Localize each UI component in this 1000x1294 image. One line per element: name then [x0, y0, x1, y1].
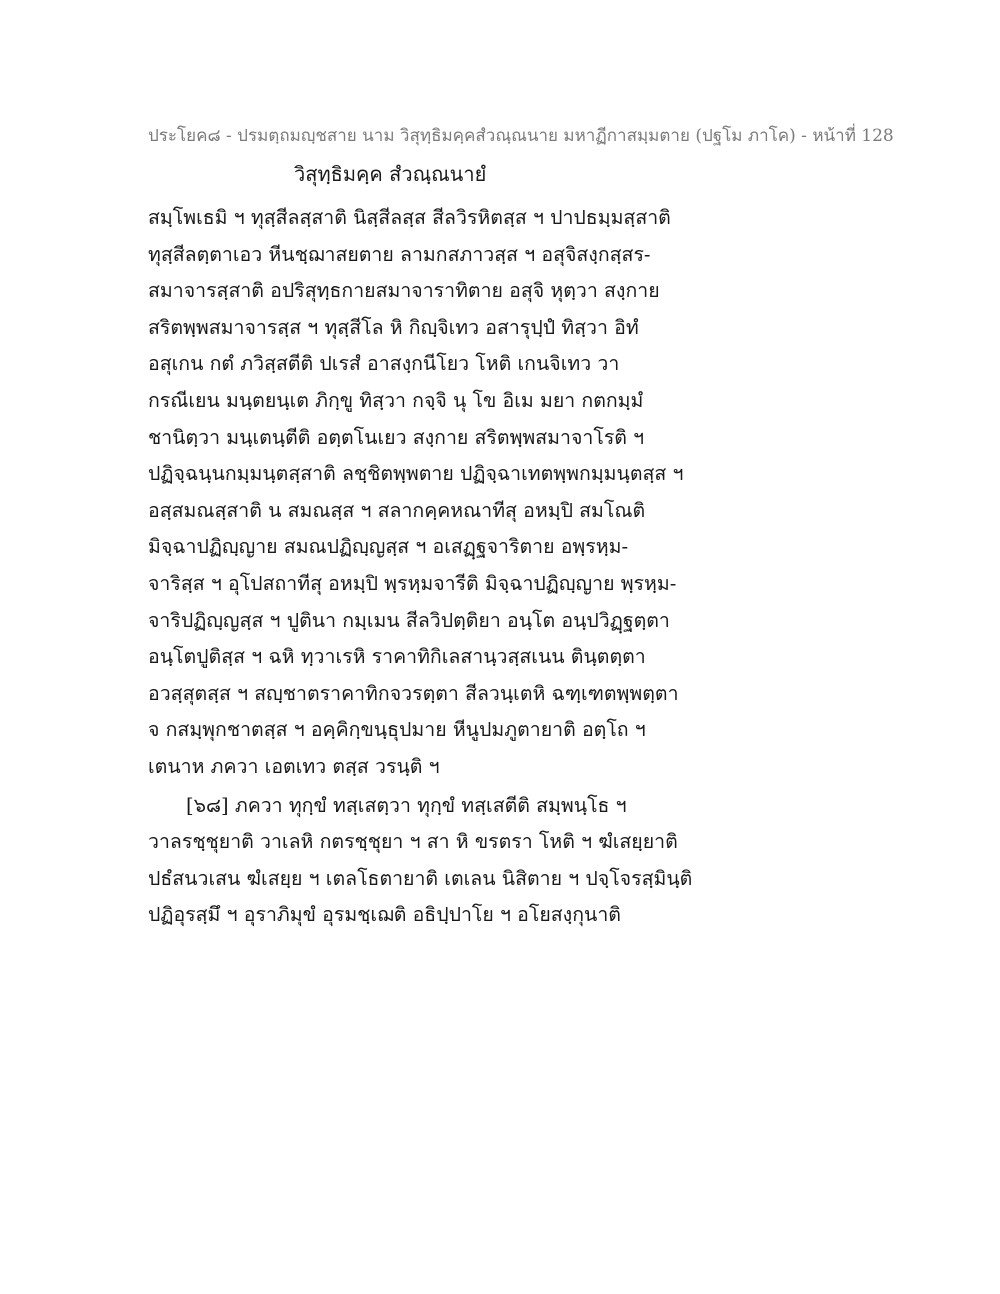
text-line: จาริสฺส ฯ อุโปสถาทีสุ อหมฺปิ พฺรหฺมจารีติ มิจฺฉาปฏิญฺญาย พฺรหฺม- [148, 571, 677, 595]
text-line: ปฏิอุรสฺมึ ฯ อุราภิมุขํ อุรมชฺเฌติ อธิปฺปาโย ฯ อโยสงฺกุนาติ [148, 903, 621, 927]
text-line: สริตพฺพสมาจารสฺส ฯ ทุสฺสีโล หิ กิญฺจิเทว อสารุปฺปํ ทิสฺวา อิทํ [148, 315, 639, 339]
text-line: ทุสฺสีลตฺตาเอว หีนชฺฌาสยตาย ลามกสภาวสฺส ฯ อสุจิสงฺกสฺสร- [148, 242, 651, 266]
text-line: ปธํสนวเสน ฆํเสยฺย ฯ เตลโธตายาติ เตเลน นิสิตาย ฯ ปจฺโจรสฺมินฺติ [148, 866, 693, 890]
text-line: ชานิตฺวา มนฺเตนฺตีติ อตฺตโนเยว สงฺกาย สริตพฺพสมาจาโรติ ฯ [148, 425, 645, 449]
text-line: สมาจารสฺสาติ อปริสุทฺธกายสมาจาราทิตาย อสุจิ หุตฺวา สงฺกาย [148, 279, 660, 303]
body-text [148, 200, 708, 934]
text-line: อสุเกน กตํ ภวิสฺสตีติ ปเรสํ อาสงฺกนีโยว โหติ เกนจิเทว วา [148, 352, 620, 376]
text-line: อสฺสมณสฺสาติ น สมณสฺส ฯ สลากคฺคหณาทีสุ อหมฺปิ สมโณติ [148, 498, 646, 522]
running-header: ประโยค๘ - ปรมตฺถมญฺชสาย นาม วิสุทฺธิมคฺคสํวณฺณนาย มหาฏีกาสมฺมตาย (ปฐโม ภาโค) - หน้าที่ 128 [148, 126, 894, 146]
paragraph-start-line: [๖๘] ภควา ทุกฺขํ ทสฺเสตฺวา ทุกฺขํ ทสฺเสตีติ สมฺพนฺโธ ฯ [186, 793, 627, 817]
text-line: กรณีเยน มนฺตยนฺเต ภิกฺขู ทิสฺวา กจฺจิ นุ โข อิเม มยา กตกมฺมํ [148, 388, 644, 412]
text-line: จ กสมฺพุกชาตสฺส ฯ อคฺคิกฺขนฺธุปมาย หีนูปมภูตายาติ อตฺโถ ฯ [148, 718, 646, 742]
text-line: อนฺโตปูติสฺส ฯ ฉหิ ทฺวาเรหิ ราคาทิกิเลสานฺวสฺสเนน ตินฺตตฺตา [148, 645, 646, 669]
text-line: อวสฺสุตสฺส ฯ สญฺชาตราคาทิกจวรตฺตา สีลวนฺเตหิ ฉฑฺเฑตพฺพตฺตา [148, 681, 679, 705]
section-subtitle: วิสุทฺธิมคฺค สํวณฺณนายํ [294, 162, 487, 186]
text-line: สมฺโพเธมิ ฯ ทุสฺสีลสฺสาติ นิสฺสีลสฺส สีลวิรหิตสฺส ฯ ปาปธมฺมสฺสาติ [148, 206, 671, 229]
text-line: ปฏิจฺฉนฺนกมฺมนฺตสฺสาติ ลชฺชิตพฺพตาย ปฏิจฺฉาเทตพฺพกมฺมนฺตสฺส ฯ [148, 462, 684, 486]
text-line: มิจฺฉาปฏิญฺญาย สมณปฏิญฺญสฺส ฯ อเสฏฺฐจาริตาย อพฺรหฺม- [148, 535, 629, 559]
text-line: เตนาห ภควา เอตเทว ตสฺส วรนฺติ ฯ [148, 754, 440, 778]
text-line: จาริปฏิญฺญสฺส ฯ ปูตินา กมฺเมน สีลวิปตฺติยา อนฺโต อนฺปวิฏฺฐตฺตา [148, 608, 670, 632]
text-line: วาลรชฺชุยาติ วาเลหิ กตรชฺชุยา ฯ สา หิ ขรตรา โหติ ฯ ฆํเสยฺยาติ [148, 830, 678, 854]
